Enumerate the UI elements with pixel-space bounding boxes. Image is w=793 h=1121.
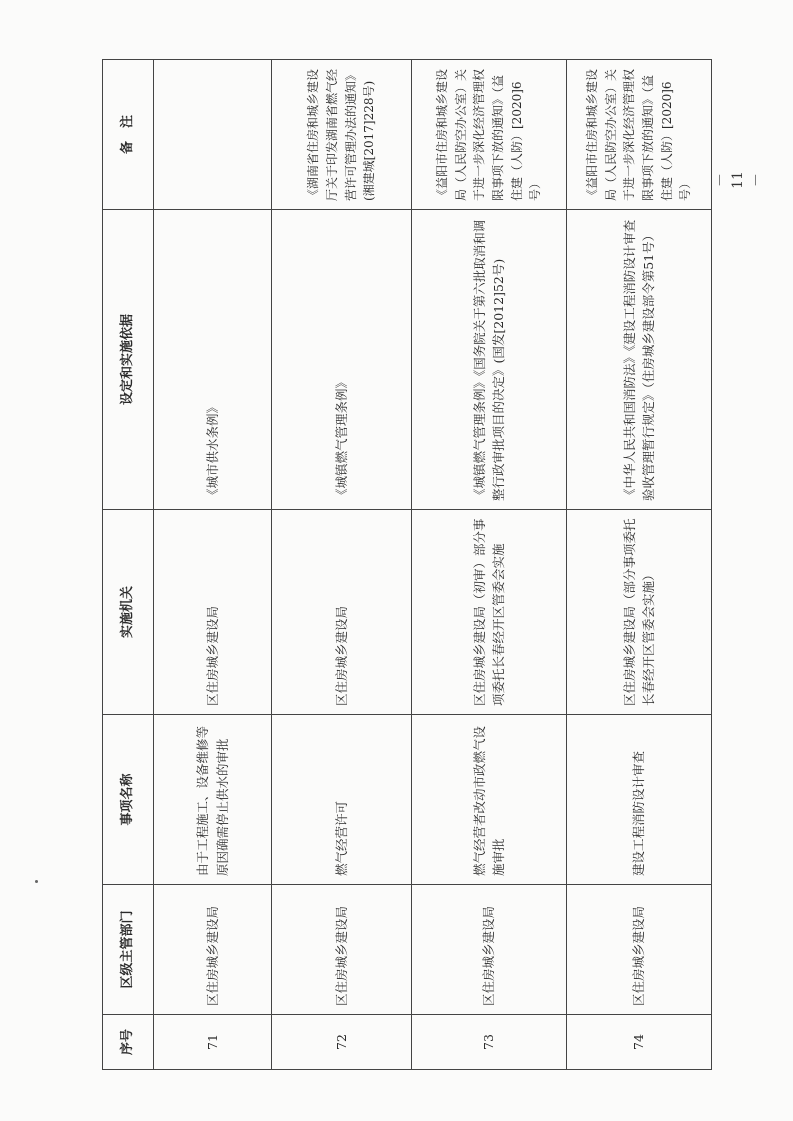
table-row	[154, 60, 272, 1070]
cell-item: 由于工程施工、设备维修等原因确需停止供水的审批	[154, 715, 272, 885]
header-note: 备 注	[103, 60, 154, 210]
approval-items-table	[102, 59, 712, 1070]
table-row	[567, 60, 712, 1070]
cell-basis: 《中华人民共和国消防法》《建设工程消防设计审查验收管理暂行规定》（住房城乡建设部令第51号）	[567, 210, 712, 510]
header-item: 事项名称	[103, 715, 154, 885]
table-row	[412, 60, 567, 1070]
cell-agency: 区住房城乡建设局（部分事项委托长春经开区管委会实施）	[567, 510, 712, 715]
header-no: 序号	[103, 1015, 154, 1070]
cell-note	[154, 60, 272, 210]
cell-note: 《湖南省住房和城乡建设厅关于印发湖南省燃气经营许可管理办法的通知》(湘建城[2017]228号)	[272, 60, 412, 210]
cell-dept: 区住房城乡建设局	[567, 885, 712, 1015]
cell-dept: 区住房城乡建设局	[154, 885, 272, 1015]
header-dept: 区级主管部门	[103, 885, 154, 1015]
cell-item: 建设工程消防设计审查	[567, 715, 712, 885]
cell-dept: 区住房城乡建设局	[412, 885, 567, 1015]
cell-item: 燃气经营者改动市政燃气设施审批	[412, 715, 567, 885]
cell-basis: 《城镇燃气管理条例》	[272, 210, 412, 510]
cell-item: 燃气经营许可	[272, 715, 412, 885]
cell-basis: 《城镇燃气管理条例》《国务院关于第六批取消和调整行政审批项目的决定》(国发[2012]52号)	[412, 210, 567, 510]
cell-no: 72	[272, 1015, 412, 1070]
rotated-table-wrapper	[102, 60, 693, 1070]
cell-no: 74	[567, 1015, 712, 1070]
scan-speck	[35, 880, 38, 883]
page-number: － 11 －	[713, 171, 765, 189]
header-agency: 实施机关	[103, 510, 154, 715]
table-header-row	[103, 60, 154, 1070]
cell-note: 《益阳市住房和城乡建设局（人民防空办公室）关于进一步深化经济管理权限事项下放的通知》（益住建（人防）[2020]6号）	[412, 60, 567, 210]
cell-note: 《益阳市住房和城乡建设局（人民防空办公室）关于进一步深化经济管理权限事项下放的通知》（益住建（人防）[2020]6号）	[567, 60, 712, 210]
cell-agency: 区住房城乡建设局	[272, 510, 412, 715]
cell-basis: 《城市供水条例》	[154, 210, 272, 510]
cell-no: 73	[412, 1015, 567, 1070]
cell-dept: 区住房城乡建设局	[272, 885, 412, 1015]
cell-agency: 区住房城乡建设局（初审）部分事项委托长春经开区管委会实施	[412, 510, 567, 715]
table-row	[272, 60, 412, 1070]
cell-agency: 区住房城乡建设局	[154, 510, 272, 715]
header-basis: 设定和实施依据	[103, 210, 154, 510]
cell-no: 71	[154, 1015, 272, 1070]
